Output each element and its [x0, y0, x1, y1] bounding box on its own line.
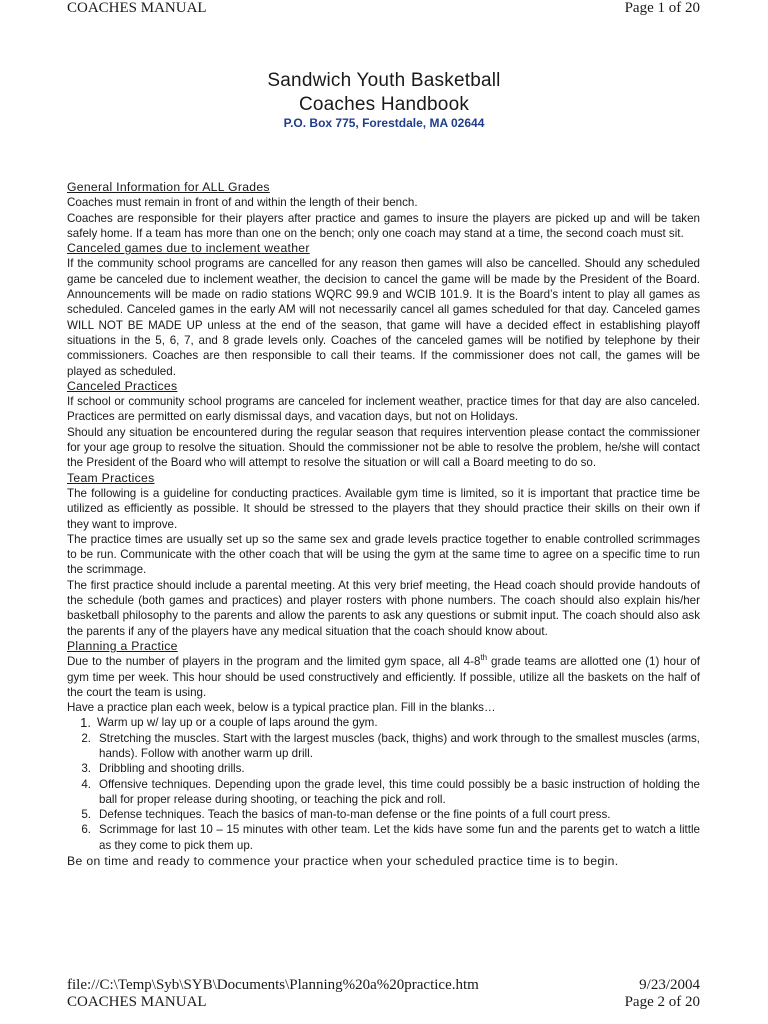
paragraph: The practice times are usually set up so the same sex and grade levels practice together to enable controlled scrimmages to be run. Communicate with the other coach that will be using the gym at the same time to agree on a specific time to run the scrimmage.: [67, 532, 700, 577]
footer-file-path: file://C:\Temp\Syb\SYB\Documents\Planning%20a%20practice.htm: [67, 977, 479, 993]
paragraph: The following is a guideline for conducting practices. Available gym time is limited, so it is important that practice time be utilized as efficiently as possible. It should be stressed to the players that they should practice their skills on their own if they want to improve.: [67, 486, 700, 531]
list-text: Warm up w/ lay up or a couple of laps around the gym.: [97, 716, 378, 730]
section-heading-planning: Planning a Practice: [67, 638, 178, 653]
practice-plan-list: [67, 715, 700, 853]
paragraph: Have a practice plan each week, below is a typical practice plan. Fill in the blanks…: [67, 701, 496, 715]
list-item: [67, 715, 700, 730]
list-number: 5.: [81, 808, 91, 822]
list-item: [67, 822, 700, 853]
list-text: Dribbling and shooting drills.: [99, 762, 245, 776]
list-number: 6.: [81, 823, 91, 837]
running-header-left-next: COACHES MANUAL: [67, 994, 207, 1010]
list-item: [67, 807, 700, 822]
paragraph: If the community school programs are cancelled for any reason then games will also be cancelled. Should any scheduled game be canceled due to inclement weather, the decision to cancel the game will be made by the President of the Board. Announcements will be made on radio stations WQRC 99.9 and WCIB 101.9. It is the Board’s intent to play all games as scheduled. Canceled games in the early AM will not necessarily cancel all games scheduled for that day. Canceled games WILL NOT BE MADE UP unless at the end of the season, that game will have a decided effect in establishing playoff situations in the 5, 6, 7, and 8 grade levels only. Coaches of the canceled games will be notified by telephone by their commissioners. Coaches are then responsible to call their teams. If the commissioner does not call, the games will be played as scheduled.: [67, 257, 700, 378]
address: P.O. Box 775, Forestdale, MA 02644: [283, 116, 485, 130]
paragraph: The first practice should include a parental meeting. At this very brief meeting, the Head coach should provide handouts of the schedule (both games and practices) and player rosters with phone numbers. The coach should also explain his/her basketball philosophy to the parents and allow the parents to ask any questions or submit input. The coach should also ask the parents if any of the players have any medical situation that the coach should know about.: [67, 578, 700, 638]
paragraph: Should any situation be encountered during the regular season that requires intervention please contact the commissioner for your age group to resolve the situation. Should the commissioner not be able to resolve the problem, he/she will contact the President of the Board who will attempt to resolve the situation or will call a Board meeting to do so.: [67, 425, 700, 470]
footer-date: 9/23/2004: [639, 977, 700, 993]
section-heading-general: General Information for ALL Grades: [67, 180, 270, 194]
running-header-left: COACHES MANUAL: [67, 0, 207, 16]
list-text: Stretching the muscles. Start with the largest muscles (back, thighs) and work through to the smallest muscles (arms, hands). Follow with another warm up drill.: [99, 731, 700, 760]
list-text: Defense techniques. Teach the basics of man-to-man defense or the fine points of a full court press.: [99, 808, 611, 822]
closing-statement: Be on time and ready to commence your practice when your scheduled practice time is to begin.: [67, 854, 619, 869]
section-heading-canceled-games: Canceled games due to inclement weather: [67, 241, 310, 256]
list-text: Scrimmage for last 10 – 15 minutes with other team. Let the kids have some fun and the parents get to watch a little as they come to pick them up.: [99, 823, 700, 852]
list-item: [67, 761, 700, 776]
document-title: Sandwich Youth Basketball: [267, 70, 501, 91]
paragraph: If school or community school programs are canceled for inclement weather, practice times for that day are also canceled. Practices are permitted on early dismissal days, and vacation days, but not on Holidays.: [67, 395, 700, 424]
list-number: 3.: [81, 762, 91, 776]
page-number: Page 1 of 20: [624, 0, 700, 16]
list-number: 1.: [80, 715, 91, 731]
section-heading-canceled-practices: Canceled Practices: [67, 378, 178, 393]
list-text: Offensive techniques. Depending upon the grade level, this time could possibly be a basic instruction of holding the ball for proper release during shooting, or teaching the pick and roll.: [99, 777, 700, 806]
document-body: [67, 180, 700, 869]
list-item: [67, 731, 700, 762]
list-number: 4.: [81, 777, 91, 791]
list-item: [67, 777, 700, 808]
document-subtitle: Coaches Handbook: [298, 94, 470, 115]
paragraph: Due to the number of players in the program and the limited gym space, all 4-8th grade teams are allotted one (1) hour of gym time per week. This hour should be used constructively and efficiently. If possible, utilize all the baskets on the half of the court the team is using.: [67, 653, 700, 699]
section-heading-team-practices: Team Practices: [67, 470, 155, 485]
page-number-next: Page 2 of 20: [624, 994, 700, 1010]
list-number: 2.: [81, 731, 91, 745]
paragraph: Coaches are responsible for their players after practice and games to insure the players are picked up and will be taken safely home. If a team has more than one on the bench; only one coach may stand at a time, the second coach must sit.: [67, 211, 700, 240]
paragraph: Coaches must remain in front of and within the length of their bench.: [67, 196, 418, 210]
